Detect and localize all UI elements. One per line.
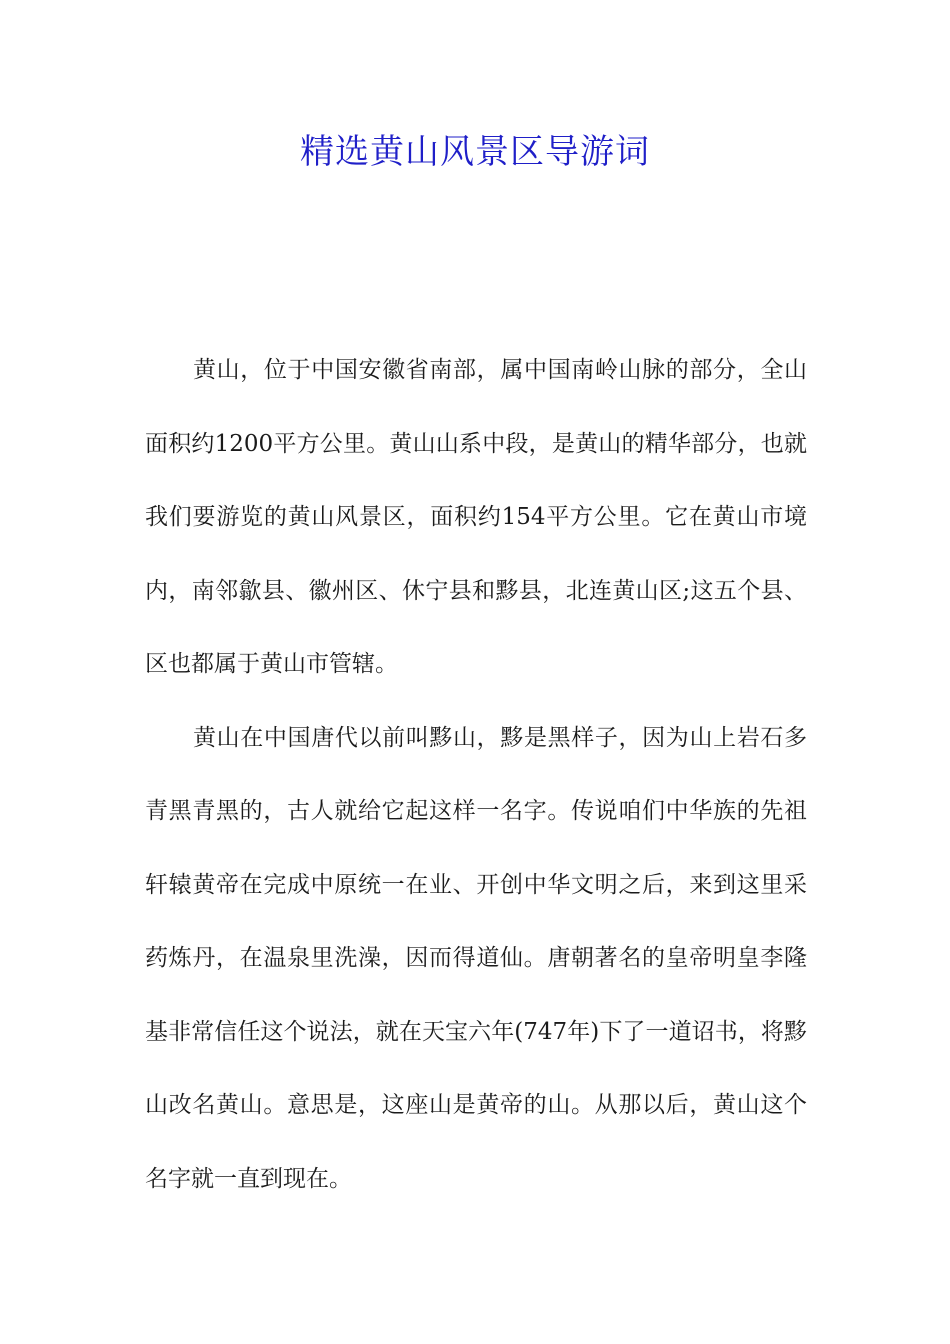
document-title: 精选黄山风景区导游词 (300, 132, 650, 172)
paragraph-history: 黄山在中国唐代以前叫黟山，黟是黑样子，因为山上岩石多青黑青黑的，古人就给它起这样一名字。传说咱们中华族的先祖轩辕黄帝在完成中原统一在业、开创中华文明之后，来到这里采药炼丹，在温泉里洗澡，因而得道仙。唐朝著名的皇帝明皇李隆基非常信任这个说法，就在天宝六年(747年)下了一道诏书，将黟山改名黄山。意思是，这座山是黄帝的山。从那以后，黄山这个名字就一直到现在。 (145, 724, 807, 1192)
document-body (145, 334, 807, 1216)
paragraph-intro: 黄山，位于中国安徽省南部，属中国南岭山脉的部分，全山面积约1200平方公里。黄山山系中段，是黄山的精华部分，也就我们要游览的黄山风景区，面积约154平方公里。它在黄山市境内，南邻歙县、徽州区、休宁县和黟县，北连黄山区;这五个县、区也都属于黄山市管辖。 (145, 357, 807, 677)
